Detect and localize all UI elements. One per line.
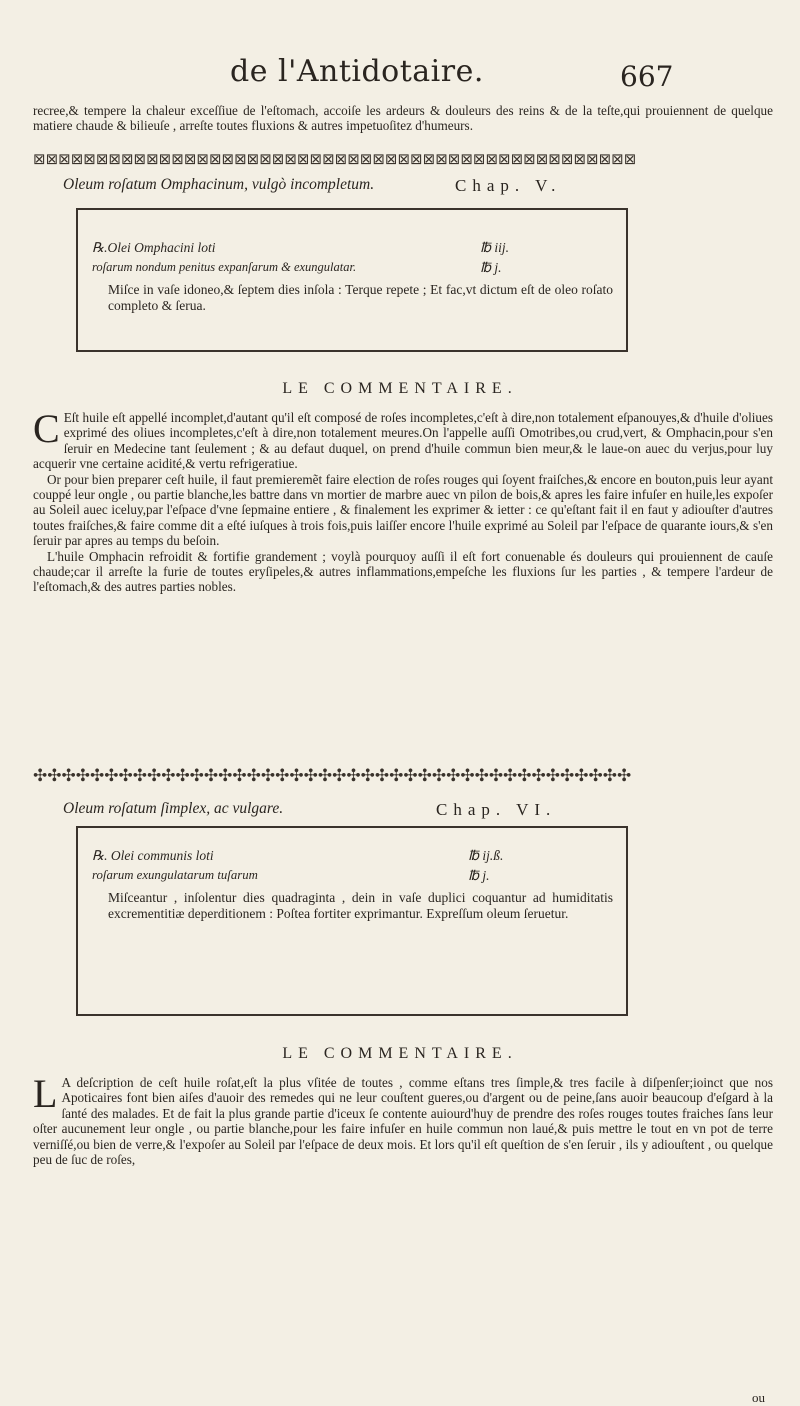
ornament-band-middle: ✣✣✣✣✣✣✣✣✣✣✣✣✣✣✣✣✣✣✣✣✣✣✣✣✣✣✣✣✣✣✣✣✣✣✣✣✣✣✣✣✣✣ [33,766,632,786]
chapter5-title: Oleum roſatum Omphacinum, vulgò incompletum. [63,176,375,193]
chapter5-commentary-p1 [33,406,773,472]
chapter5-recipe-line2: roſarum nondum penitus expanſarum & exungulatar. [92,260,357,274]
ornament-band-top: ⊠⊠⊠⊠⊠⊠⊠⊠⊠⊠⊠⊠⊠⊠⊠⊠⊠⊠⊠⊠⊠⊠⊠⊠⊠⊠⊠⊠⊠⊠⊠⊠⊠⊠⊠⊠⊠⊠⊠⊠⊠⊠⊠⊠⊠⊠⊠⊠ [33,150,637,168]
dropcap-c: C [33,406,60,451]
chapter5-commentary-p1-text: Eſt huile eſt appellé incomplet,d'autant qu'il eſt composé de roſes incompletes,c'eſt à dire,non totalement eſpanouyes,& d'huile d'oliues exprimé des oliues incompletes,c'eſt à dire,non totalement meures.On l'appelle auſſi Omotribes,ou crud,vert, & Omphacin,pour s'en ſeruir en Medecine tant ſeulement ; & au defaut duquel, on prend d'huile commun bien meur,& le laue-on auec du verjus,pour luy acquerir vne certaine acidité,& vertu refrigeratiue. [33,410,773,472]
page-number: 667 [620,60,674,93]
chapter5-number: Chap. V. [455,176,562,195]
chapter6-number: Chap. VI. [436,800,557,819]
chapter5-commentary-p3: L'huile Omphacin refroidit & fortifie grandement ; voylà pourquoy auſſi il eſt fort conuenable és douleurs qui prouiennent de cauſe chaude;car il arreſte la furie de toutes eryſipeles,& autres inflammations,empeſche les fluxions ſur les parties , & tempere l'ardeur de l'eſtomach,& des autres parties nobles. [33,548,773,595]
chapter5-recipe-box [76,208,628,352]
chapter5-commentary-p2: Or pour bien preparer ceſt huile, il faut premieremẽt faire election de roſes rouges qui ſoyent fraiſches,& encore en bouton,puis leur ayant couppé leur ongle , ou partie blanche,les battre dans vn mortier de marbre auec vn pilon de bois,& apres les faire infuſer en huile,les expoſer au Soleil auec iceluy,par l'eſpace d'vne ſepmaine entiere , & finalement les exprimer & ietter : ce qu'eſtant fait il en faut y adiouſter d'autres toutes fraiſches,& faire comme dit a eſté iuſques à trois fois,puis laiſſer encore l'huile exprimé au Soleil par l'eſpace de quarante iours,& s'en ſeruir par apres au temps du beſoin. [33,471,773,549]
chapter5-recipe-qty1: ℔ iij. [480,240,510,255]
dropcap-l: L [33,1071,58,1116]
chapter6-recipe-text: Miſceantur , inſolentur dies quadraginta , dein in vaſe duplici coquantur ad humiditatis excrementitiæ deperditionem : Poſtea fortiter exprimantur. Expreſſum oleum ſeruetur. [108,890,613,921]
running-title: de l'Antidotaire. [230,54,484,89]
commentaire-heading-1: LE COMMENTAIRE. [282,380,518,397]
chapter6-recipe-qty1: ℔ ij.ß. [468,848,504,863]
page-header [0,52,800,102]
chapter6-recipe-line1: ℞. Olei communis loti [92,848,214,863]
chapter6-commentary-p1-text: A deſcription de ceſt huile roſat,eſt la plus vſitée de toutes , comme eſtans tres ſimple,& tres facile à diſpenſer;ioinct que nos Apoticaires font bien aiſes d'auoir des remedes qui ne leur couſtent gueres,ou d'argent ou de peine,ſans auoir beaucoup d'eſgard à la ſanté des malades. Et de fait la plus grande partie d'iceux ſe contente auiourd'huy de prendre des roſes rouges toutes fraiches ſans leur oſter aucunement leur ongle , ou partie blanche,pour les faire infuſer en huile commun non laué,& puis mettre le tout en vn pot de terre verniſſé,ou bien de verre,& l'expoſer au Soleil par l'eſpace de deux mois. Et lors qu'il eſt queſtion de s'en ſeruir , ils y adiouſtent , ou quelque peu de ſuc de roſes, [33,1075,773,1168]
chapter5-recipe-line1: ℞.Olei Omphacini loti [92,240,216,255]
chapter6-heading [63,800,783,826]
chapter6-recipe-box [76,826,628,1016]
chapter6-title: Oleum roſatum ſimplex, ac vulgare. [63,800,284,817]
chapter5-commentary [33,406,773,595]
chapter6-commentary [33,1071,773,1168]
chapter6-recipe-line2: roſarum exungulatarum tuſarum [92,868,258,882]
chapter6-commentary-p1 [33,1071,773,1168]
chapter5-recipe-qty2: ℔ j. [480,260,502,275]
catchword: ou [752,1390,765,1405]
chapter5-heading [63,176,783,202]
chapter6-recipe-qty2: ℔ j. [468,868,490,883]
commentaire-heading-2: LE COMMENTAIRE. [282,1045,518,1062]
intro-paragraph-text: recree,& tempere la chaleur exceſſiue de l'eſtomach, accoiſe les ardeurs & douleurs des reins & de la teſte,qui prouiennent de quelque matiere chaude & bilieuſe , arreſte toutes fluxions & autres impetuoſitez d'humeurs. [33,103,773,134]
intro-paragraph [33,103,773,134]
chapter5-recipe-text: Miſce in vaſe idoneo,& ſeptem dies inſola : Terque repete ; Et fac,vt dictum eſt de oleo roſato completo & ſerua. [108,282,613,313]
